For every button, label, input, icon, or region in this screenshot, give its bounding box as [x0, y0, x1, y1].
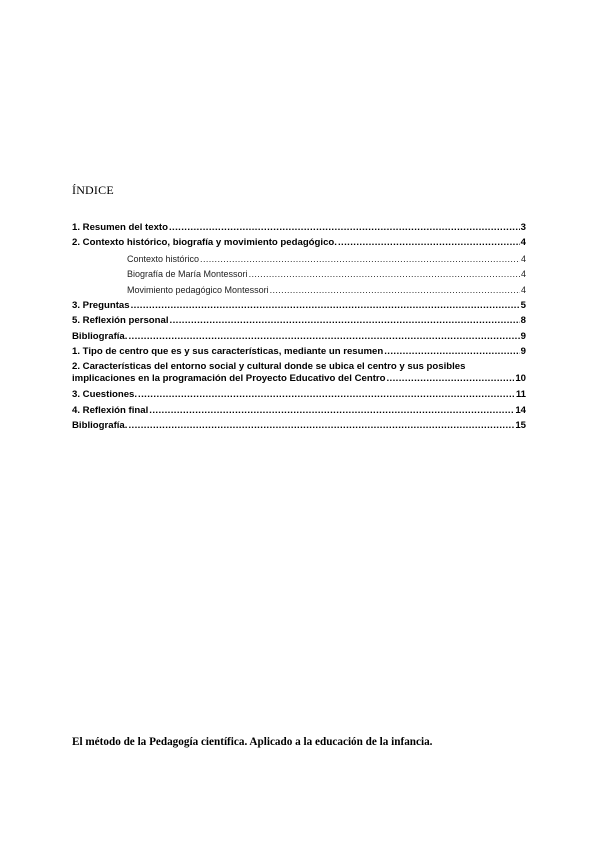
toc-entry-page: 5	[520, 299, 526, 311]
toc-dot-leader	[149, 405, 514, 417]
toc-entry[interactable]	[72, 218, 526, 234]
toc-subentry[interactable]	[72, 265, 526, 281]
toc-entry-label: Movimiento pedagógico Montessori	[127, 284, 269, 295]
toc-entry-label: 2. Contexto histórico, biografía y movimiento pedagógico.	[72, 237, 337, 249]
toc-entry[interactable]	[72, 312, 526, 328]
toc-entry-page: 3	[520, 221, 526, 233]
toc-dot-leader	[384, 346, 519, 358]
toc-dot-leader	[169, 222, 520, 234]
toc-entry-page: 4	[520, 253, 526, 264]
toc-entry-page: 4	[520, 269, 526, 280]
toc-entry[interactable]	[72, 296, 526, 312]
toc-title: ÍNDICE	[72, 183, 114, 197]
toc-dot-leader	[128, 331, 519, 343]
toc-entry-page: 10	[515, 373, 526, 385]
toc-entry-label-line1: 2. Características del entorno social y cultural donde se ubica el centro y sus posibles	[72, 361, 466, 373]
toc-dot-leader	[200, 253, 520, 265]
toc-dot-leader	[249, 268, 520, 280]
toc-entry-page: 15	[515, 420, 526, 432]
toc-entry[interactable]	[72, 401, 526, 417]
toc-entry-label: Bibliografía.	[72, 330, 128, 342]
toc-entry-page: 4	[520, 284, 526, 295]
toc-entry-label: Biografía de María Montessori	[127, 269, 248, 280]
table-of-contents	[72, 218, 526, 432]
toc-dot-leader	[338, 237, 520, 249]
toc-entry[interactable]	[72, 343, 526, 359]
toc-entry-label: 4. Reflexión final	[72, 404, 149, 416]
toc-dot-leader	[270, 284, 520, 296]
toc-subentry[interactable]	[72, 249, 526, 265]
toc-entry[interactable]	[72, 234, 526, 250]
toc-entry[interactable]	[72, 417, 526, 433]
toc-dot-leader	[131, 300, 520, 312]
toc-dot-leader	[128, 420, 514, 432]
toc-entry-label-line2: implicaciones en la programación del Proyecto Educativo del Centro	[72, 373, 386, 385]
toc-entry-page: 8	[520, 315, 526, 327]
toc-dot-leader	[170, 315, 520, 327]
toc-entry-label: 1. Tipo de centro que es y sus características, mediante un resumen	[72, 346, 384, 358]
toc-entry-label: 1. Resumen del texto	[72, 221, 168, 233]
toc-entry-page: 14	[515, 404, 526, 416]
toc-entry-page: 9	[520, 346, 526, 358]
toc-entry-label: 3. Cuestiones.	[72, 388, 138, 400]
footer-book-title: El método de la Pedagogía científica. Aplicado a la educación de la infancia.	[72, 736, 433, 748]
toc-subentry[interactable]	[72, 280, 526, 296]
toc-entry-page: 9	[520, 330, 526, 342]
toc-entry-page: 11	[515, 388, 526, 400]
toc-dot-leader	[138, 389, 515, 401]
toc-entry-page: 4	[520, 237, 526, 249]
toc-entry-label: 3. Preguntas	[72, 299, 130, 311]
toc-entry[interactable]	[72, 385, 526, 401]
toc-entry-label: 5. Reflexión personal	[72, 315, 169, 327]
toc-entry-label: Bibliografía.	[72, 420, 128, 432]
toc-entry[interactable]	[72, 327, 526, 343]
toc-dot-leader	[386, 373, 514, 385]
toc-entry-label: Contexto histórico	[127, 253, 200, 264]
toc-entry[interactable]	[72, 361, 526, 385]
